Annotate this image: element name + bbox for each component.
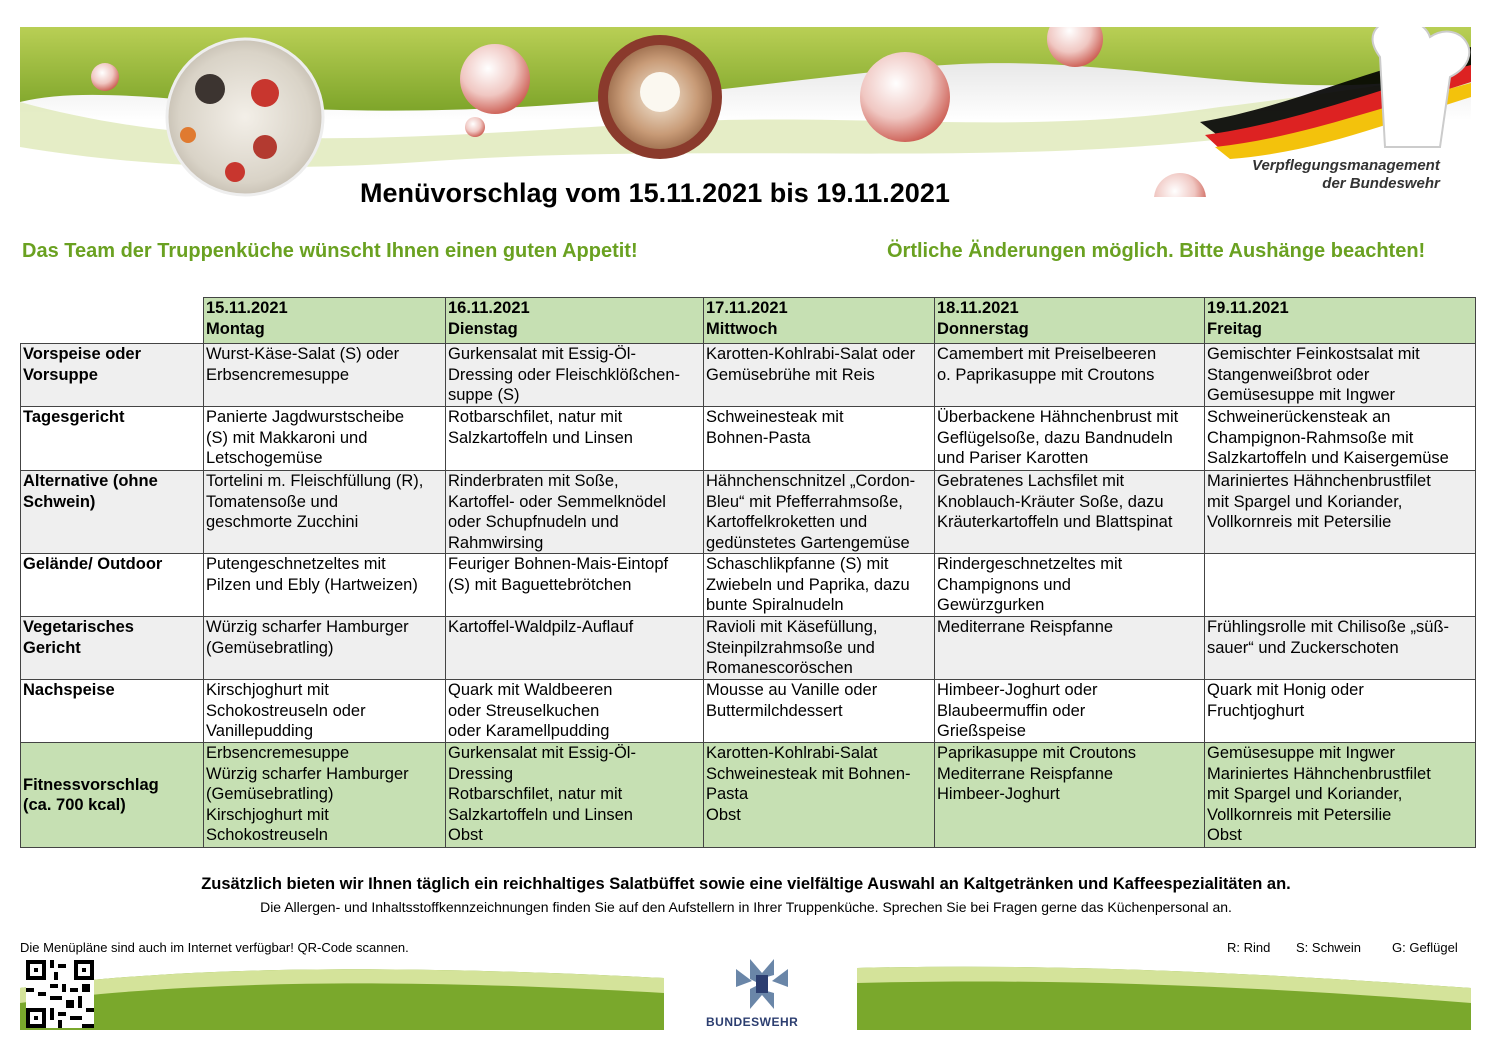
menu-cell-line: Gurkensalat mit Essig-Öl- (448, 744, 636, 762)
menu-cell-line: sauer“ und Zuckerschoten (1207, 638, 1399, 657)
menu-cell (204, 554, 446, 617)
day-date: 19.11.2021 (1207, 299, 1289, 317)
menu-cell (204, 471, 446, 554)
menu-cell-line: (Gemüsebratling) (206, 785, 334, 803)
row-label-line: Alternative (ohne (23, 472, 158, 490)
menu-cell (704, 554, 935, 617)
day-date: 16.11.2021 (448, 299, 530, 317)
menu-cell-line: Rindergeschnetzeltes mit (937, 555, 1123, 573)
day-name: Freitag (1207, 319, 1263, 338)
menu-cell-line: Buttermilchdessert (706, 701, 843, 720)
menu-cell-line: Panierte Jagdwurstscheibe (206, 408, 405, 426)
menu-cell-line: Vollkornreis mit Petersilie (1207, 513, 1392, 531)
bundeswehr-logo-text: BUNDESWEHR (706, 1015, 799, 1029)
row-label-line: Fitnessvorschlag (23, 775, 159, 794)
logo-line2: der Bundeswehr (1322, 175, 1440, 192)
row-label-line: Vegetarisches (23, 618, 134, 636)
menu-cell-line: Gewürzgurken (937, 596, 1045, 614)
menu-cell-line: Salzkartoffeln und Linsen (448, 428, 633, 447)
menu-cell (1205, 743, 1476, 848)
menu-cell-line: mit Spargel und Koriander, (1207, 785, 1403, 803)
menu-cell-line: suppe (S) (448, 386, 520, 404)
menu-cell (704, 407, 935, 471)
menu-cell-line: Gemüsesuppe mit Ingwer (1207, 386, 1396, 404)
menu-cell-line: Gebratenes Lachsfilet mit (937, 472, 1125, 490)
menu-cell-line: Karotten-Kohlrabi-Salat (706, 744, 878, 762)
menu-cell-line: Paprikasuppe mit Croutons (937, 744, 1137, 762)
menu-cell-line: Gurkensalat mit Essig-Öl- (448, 345, 636, 363)
menu-cell-line: Obst (1207, 826, 1242, 844)
menu-cell-line: und Pariser Karotten (937, 449, 1089, 467)
menu-cell-line: Blaubeermuffin oder (937, 701, 1086, 720)
bottom-band-left (20, 958, 664, 1030)
row-label-line: Tagesgericht (23, 408, 125, 426)
menu-cell (204, 344, 446, 407)
menu-cell-line: Bohnen-Pasta (706, 428, 811, 447)
menu-cell-line: Hähnchenschnitzel „Cordon- (706, 472, 916, 490)
menu-cell (1205, 344, 1476, 407)
menu-cell-line: Rahmwirsing (448, 533, 544, 552)
menu-cell-line: Pasta (706, 785, 749, 803)
day-name: Montag (206, 319, 265, 338)
menu-cell-line: Mediterrane Reispfanne (937, 618, 1114, 636)
menu-cell (1205, 554, 1476, 617)
menu-cell (1205, 471, 1476, 554)
menu-cell-line: (Gemüsebratling) (206, 638, 334, 657)
day-date: 15.11.2021 (206, 299, 288, 317)
menu-cell-line: Mousse au Vanille oder (706, 681, 878, 699)
menu-cell-line: Frühlingsrolle mit Chilisoße „süß- (1207, 618, 1450, 636)
menu-cell-line: Salzkartoffeln und Linsen (448, 805, 633, 824)
menu-cell (1205, 617, 1476, 680)
menu-cell (446, 680, 704, 743)
menu-cell-line: Karotten-Kohlrabi-Salat oder (706, 345, 916, 363)
footer-allergen-note: Die Allergen- und Inhaltsstoffkennzeichnungen finden Sie auf den Aufstellern in Ihrer Truppenküche. Sprechen Sie bei Fragen gerne das Küchenpersonal an. (260, 899, 1232, 915)
row-label-line: Schwein) (23, 492, 96, 511)
menu-cell-line: Gemüsebrühe mit Reis (706, 365, 875, 384)
menu-cell-line: Geflügelsoße, dazu Bandnudeln (937, 428, 1173, 447)
menu-cell (1205, 407, 1476, 471)
menu-cell-line: (S) mit Baguettebrötchen (448, 575, 632, 594)
menu-cell-line: Schweinerückensteak an (1207, 408, 1391, 426)
row-label-line: Nachspeise (23, 681, 115, 699)
menu-cell-line: Letschogemüse (206, 449, 323, 467)
logo-line1: Verpflegungsmanagement (1252, 157, 1440, 174)
menu-cell-line: Stangenweißbrot oder (1207, 365, 1370, 384)
menu-cell-line: Wurst-Käse-Salat (S) oder (206, 345, 400, 363)
menu-cell-line: Putengeschnetzeltes mit (206, 555, 386, 573)
row-label (21, 743, 204, 848)
menu-cell-line: oder Karamellpudding (448, 722, 610, 740)
menu-cell-line: mit Spargel und Koriander, (1207, 492, 1403, 511)
day-name: Mittwoch (706, 319, 778, 338)
day-header (704, 298, 935, 344)
legend-schwein: S: Schwein (1296, 940, 1362, 955)
menu-cell-line: bunte Spiralnudeln (706, 596, 844, 614)
row-label-line: (ca. 700 kcal) (23, 796, 126, 814)
menu-table (20, 297, 1476, 848)
menu-cell (446, 471, 704, 554)
menu-cell-line: Rinderbraten mit Soße, (448, 472, 619, 490)
menu-cell (704, 743, 935, 848)
logo-verpflegungsmanagement (1252, 157, 1440, 193)
menu-cell-line: Champignons und (937, 575, 1071, 594)
day-date: 18.11.2021 (937, 299, 1019, 317)
menu-cell-line: Quark mit Honig oder (1207, 681, 1364, 699)
menu-cell (204, 680, 446, 743)
row-label-line: Vorsuppe (23, 365, 98, 384)
menu-cell (704, 344, 935, 407)
menu-cell-line: Feuriger Bohnen-Mais-Eintopf (448, 555, 669, 573)
menu-cell-line: Gemüsesuppe mit Ingwer (1207, 744, 1396, 762)
table-header-row (21, 298, 1476, 344)
menu-cell-line: Vollkornreis mit Petersilie (1207, 805, 1392, 824)
menu-cell-line: Schweinesteak mit Bohnen- (706, 764, 911, 783)
menu-cell-line: Fruchtjoghurt (1207, 701, 1305, 720)
menu-cell-line: o. Paprikasuppe mit Croutons (937, 365, 1155, 384)
day-header (446, 298, 704, 344)
menu-cell-line: Würzig scharfer Hamburger (206, 618, 409, 636)
menu-cell (704, 680, 935, 743)
menu-cell (704, 617, 935, 680)
menu-cell-line: Schokostreuseln oder (206, 701, 366, 720)
row-label (21, 344, 204, 407)
menu-cell-line: Erbsencremesuppe (206, 365, 350, 384)
day-header (935, 298, 1205, 344)
row-label-line: Gericht (23, 638, 81, 657)
menu-cell-line: Kartoffelkroketten und (706, 513, 868, 531)
menu-cell-line: Kartoffel-Waldpilz-Auflauf (448, 618, 634, 636)
menu-row (21, 617, 1476, 680)
menu-cell-line: Quark mit Waldbeeren (448, 681, 613, 699)
menu-cell-line: Knoblauch-Kräuter Soße, dazu (937, 492, 1164, 511)
menu-cell-line: Obst (448, 826, 483, 844)
menu-cell-line: Salzkartoffeln und Kaisergemüse (1207, 449, 1449, 467)
menu-body (21, 344, 1476, 848)
day-name: Dienstag (448, 319, 518, 338)
table-corner (21, 298, 204, 344)
row-label (21, 471, 204, 554)
menu-cell (204, 617, 446, 680)
menu-cell (204, 407, 446, 471)
bottom-band-right (857, 958, 1471, 1030)
menu-cell-line: Erbsencremesuppe (206, 744, 350, 762)
menu-cell-line: Schaschlikpfanne (S) mit (706, 555, 889, 573)
menu-cell-line: gedünstetes Gartengemüse (706, 533, 910, 552)
menu-cell (446, 617, 704, 680)
menu-cell-line: Gemischter Feinkostsalat mit (1207, 345, 1420, 363)
menu-cell-line: Tortelini m. Fleischfüllung (R), (206, 472, 424, 490)
day-header (1205, 298, 1476, 344)
legend-gefluegel: G: Geflügel (1392, 940, 1458, 955)
menu-cell (204, 743, 446, 848)
menu-cell (935, 554, 1205, 617)
menu-row (21, 471, 1476, 554)
menu-cell-line: Romanescoröschen (706, 659, 853, 677)
menu-row (21, 407, 1476, 471)
menu-cell-line: Ravioli mit Käsefüllung, (706, 618, 878, 636)
row-label (21, 407, 204, 471)
menu-cell (935, 743, 1205, 848)
menu-cell-line: Camembert mit Preiselbeeren (937, 345, 1157, 363)
menu-cell (935, 471, 1205, 554)
qr-code[interactable] (26, 960, 94, 1028)
menu-cell-line: Zwiebeln und Paprika, dazu (706, 575, 910, 594)
menu-cell (446, 407, 704, 471)
menu-cell-line: Obst (706, 805, 741, 824)
page-title: Menüvorschlag vom 15.11.2021 bis 19.11.2021 (360, 178, 950, 208)
menu-cell-line: Schokostreuseln (206, 826, 328, 844)
notice-text: Örtliche Änderungen möglich. Bitte Aushänge beachten! (887, 240, 1426, 262)
menu-cell (935, 407, 1205, 471)
menu-cell (446, 743, 704, 848)
menu-cell-line: Würzig scharfer Hamburger (206, 764, 409, 783)
menu-cell (1205, 680, 1476, 743)
day-header (204, 298, 446, 344)
legend-rind: R: Rind (1227, 940, 1271, 955)
menu-cell (935, 680, 1205, 743)
menu-row (21, 743, 1476, 848)
internet-note: Die Menüpläne sind auch im Internet verfügbar! QR-Code scannen. (20, 940, 409, 955)
menu-cell-line: Dressing (448, 764, 514, 783)
day-name: Donnerstag (937, 319, 1029, 338)
menu-cell-line: Rotbarschfilet, natur mit (448, 408, 623, 426)
menu-cell (446, 344, 704, 407)
menu-cell-line: Vanillepudding (206, 722, 314, 740)
menu-cell-line: Tomatensoße und (206, 492, 339, 511)
menu-cell-line: oder Schupfnudeln und (448, 513, 619, 531)
row-label (21, 617, 204, 680)
row-label (21, 554, 204, 617)
menu-cell-line: Grießspeise (937, 722, 1026, 740)
menu-cell-line: oder Streuselkuchen (448, 701, 600, 720)
row-label-line: Vorspeise oder (23, 345, 141, 363)
menu-row (21, 554, 1476, 617)
menu-cell-line: Steinpilzrahmsoße und (706, 638, 875, 657)
menu-cell-line: Mariniertes Hähnchenbrustfilet (1207, 764, 1431, 783)
menu-cell-line: Kräuterkartoffeln und Blattspinat (937, 513, 1173, 531)
menu-cell-line: Himbeer-Joghurt oder (937, 681, 1098, 699)
menu-cell-line: Kirschjoghurt mit (206, 805, 329, 824)
menu-cell-line: Rotbarschfilet, natur mit (448, 785, 623, 803)
menu-row (21, 344, 1476, 407)
menu-cell (446, 554, 704, 617)
menu-cell (704, 471, 935, 554)
menu-cell-line: geschmorte Zucchini (206, 513, 359, 531)
menu-row (21, 680, 1476, 743)
day-date: 17.11.2021 (706, 299, 788, 317)
footer-salad-buffet: Zusätzlich bieten wir Ihnen täglich ein reichhaltiges Salatbüffet sowie eine vielfältige Auswahl an Kaltgetränken und Kaffeespezialitäten an. (201, 875, 1291, 893)
menu-cell-line: Kirschjoghurt mit (206, 681, 329, 699)
menu-cell (935, 617, 1205, 680)
menu-cell-line: (S) mit Makkaroni und (206, 428, 368, 447)
menu-cell-line: Dressing oder Fleischklößchen- (448, 365, 681, 384)
menu-cell-line: Schweinesteak mit (706, 408, 844, 426)
menu-cell-line: Mediterrane Reispfanne (937, 764, 1114, 783)
menu-cell (935, 344, 1205, 407)
menu-cell-line: Bleu“ mit Pfefferrahmsoße, (706, 492, 903, 511)
menu-cell-line: Überbackene Hähnchenbrust mit (937, 408, 1179, 426)
menu-cell-line: Champignon-Rahmsoße mit (1207, 428, 1414, 447)
greeting-text: Das Team der Truppenküche wünscht Ihnen einen guten Appetit! (22, 240, 638, 262)
menu-cell-line: Mariniertes Hähnchenbrustfilet (1207, 472, 1431, 490)
row-label (21, 680, 204, 743)
row-label-line: Gelände/ Outdoor (23, 555, 163, 573)
menu-cell-line: Kartoffel- oder Semmelknödel (448, 492, 666, 511)
menu-cell-line: Pilzen und Ebly (Hartweizen) (206, 575, 418, 594)
menu-cell-line: Himbeer-Joghurt (937, 785, 1060, 803)
